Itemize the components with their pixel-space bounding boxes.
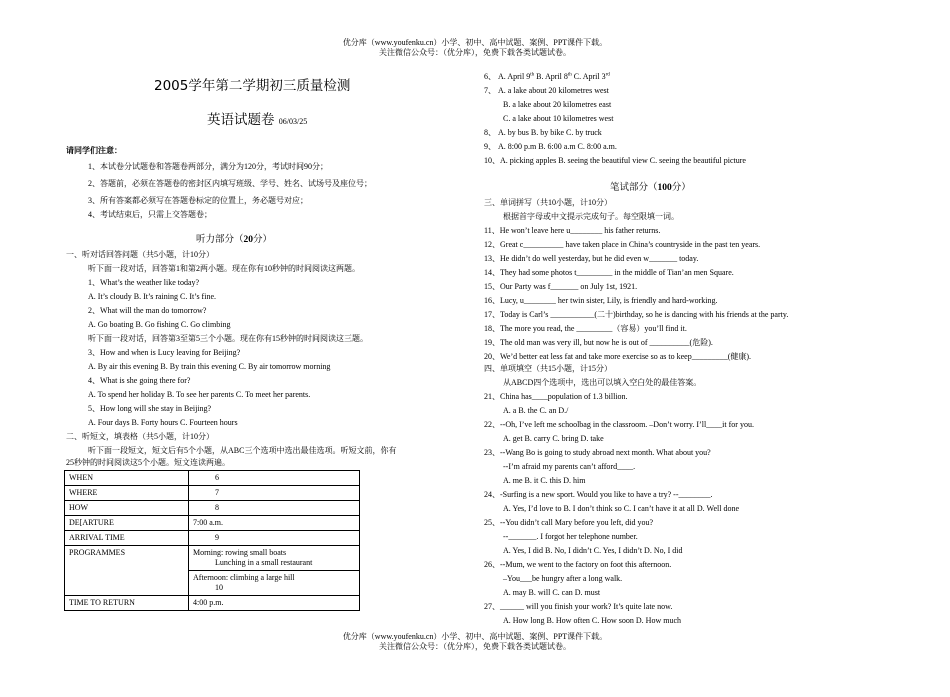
table-row bbox=[65, 516, 360, 531]
question-4: 4、What is she going there for? bbox=[88, 376, 191, 385]
spelling-item: 20、We’d better eat less fat and take more exercise so as to keep_________(健康). bbox=[484, 352, 752, 361]
table-row bbox=[65, 471, 360, 486]
programme-afternoon: Afternoon: climbing a large hill bbox=[193, 573, 295, 582]
question-2-options: A. Go boating B. Go fishing C. Go climbing bbox=[88, 320, 231, 329]
notice-item-3: 3、所有答案都必须写在答题卷标定的位置上，务必题号对应； bbox=[88, 196, 308, 205]
table-key: TIME TO RETURN bbox=[65, 596, 189, 611]
writing-heading-b: 分） bbox=[671, 183, 691, 193]
mc-option-line: A. a B. the C. an D./ bbox=[503, 406, 569, 415]
bottom-banner bbox=[0, 632, 950, 652]
listening-heading-b: 分） bbox=[253, 235, 273, 245]
part2-intro-2: 25秒钟的时间阅读这5个小题。短文连读两遍。 bbox=[66, 458, 230, 467]
notice-item-2: 2、答题前，必须在答题卷的密封区内填写班级、学号、姓名、试场号及座位号； bbox=[88, 179, 372, 188]
mc-option-line: A. Yes, I’d love to B. I don’t think so C. I can’t have it at all D. Well done bbox=[503, 504, 739, 513]
exam-subtitle-text: 英语试题卷 bbox=[207, 112, 275, 128]
table-row bbox=[65, 531, 360, 546]
spelling-item: 15、Our Party was f_______ on July 1st, 1921. bbox=[484, 282, 638, 291]
spelling-item: 17、Today is Carl’s ___________(二十)birthday, so he is dancing with his friends at the party. bbox=[484, 310, 789, 319]
mc-question: 24、-Surfing is a new sport. Would you like to have a try? --________. bbox=[484, 490, 713, 499]
part2-title: 二、听短文，填表格（共5小题，计10分） bbox=[66, 432, 214, 441]
answer-10: 10、A. picking apples B. seeing the beautiful view C. seeing the beautiful picture bbox=[484, 156, 746, 165]
answer-8: 8、 A. by bus B. by bike C. by truck bbox=[484, 128, 602, 137]
table-row bbox=[65, 501, 360, 516]
answer-7-a: 7、 A. a lake about 20 kilometres west bbox=[484, 86, 609, 95]
writing-heading bbox=[610, 182, 691, 194]
table-value: 7:00 a.m. bbox=[189, 516, 360, 531]
banner-line-1: 优分库（www.youfenku.cn）小学、初中、高中试题、案例、PPT课件下载。 bbox=[342, 632, 608, 641]
part3-title: 三、单词拼写（共10小题，计10分） bbox=[484, 198, 612, 207]
spelling-item: 13、He didn’t do well yesterday, but he did even w_______ today. bbox=[484, 254, 699, 263]
question-1: 1、What’s the weather like today? bbox=[88, 278, 200, 287]
mc-option-line: --_______. I forgot her telephone number. bbox=[503, 532, 638, 541]
mc-option-line: A. me B. it C. this D. him bbox=[503, 476, 586, 485]
part4-title: 四、单项填空（共15小题，计15分） bbox=[484, 364, 612, 373]
table-row bbox=[65, 596, 360, 611]
spelling-item: 11、He won’t leave here u________ his father returns. bbox=[484, 226, 661, 235]
banner-line-1: 优分库（www.youfenku.cn）小学、初中、高中试题、案例、PPT课件下载。 bbox=[342, 38, 608, 47]
mc-question: 22、--Oh, I’ve left me schoolbag in the classroom. –Don’t worry. I’ll____it for you. bbox=[484, 420, 754, 429]
answer-9: 9、 A. 8:00 p.m B. 6:00 a.m C. 8:00 a.m. bbox=[484, 142, 617, 151]
part1-intro-2: 听下面一段对话，回答第3至第5三个小题。现在你有15秒钟的时间阅读这三题。 bbox=[88, 334, 368, 343]
notice-item-1: 1、本试卷分试题卷和答题卷两部分，满分为120分，考试时间90分； bbox=[88, 162, 328, 171]
part1-title: 一、听对话回答问题（共5小题，计10分） bbox=[66, 250, 214, 259]
programme-morning: Morning: rowing small boats bbox=[193, 548, 287, 557]
answer-7-b: B. a lake about 20 kilometres east bbox=[503, 100, 612, 109]
mc-question: 26、--Mum, we went to the factory on foot this afternoon. bbox=[484, 560, 672, 569]
top-banner bbox=[0, 38, 950, 58]
answer-6-c: C. April 3 bbox=[571, 72, 606, 81]
mc-option-line: A. Yes, I did B. No, I didn’t C. Yes, I didn’t D. No, I did bbox=[503, 546, 683, 555]
question-3: 3、How and when is Lucy leaving for Beijing? bbox=[88, 348, 241, 357]
table-value bbox=[189, 546, 360, 571]
mc-option-line: A. may B. will C. can D. must bbox=[503, 588, 601, 597]
table-key: HOW bbox=[65, 501, 189, 516]
spelling-item: 14、They had some photos t_________ in the middle of Tian’an men Square. bbox=[484, 268, 734, 277]
mc-question: 23、--Wang Bo is going to study abroad next month. What about you? bbox=[484, 448, 711, 457]
exam-subtitle bbox=[207, 112, 307, 130]
mc-question: 25、--You didn’t call Mary before you left, did you? bbox=[484, 518, 654, 527]
programme-blank: 10 bbox=[215, 583, 223, 592]
listening-score: 20 bbox=[243, 235, 254, 245]
programme-lunch: Lunching in a small restaurant bbox=[215, 558, 313, 567]
spelling-item: 12、Great c__________ have taken place in China’s countryside in the past ten years. bbox=[484, 240, 761, 249]
mc-option-line: --I’m afraid my parents can’t afford____. bbox=[503, 462, 636, 471]
listening-heading-a: 听力部分（ bbox=[196, 235, 244, 245]
question-1-options: A. It’s cloudy B. It’s raining C. It’s fine. bbox=[88, 292, 216, 301]
mc-question: 21、China has____population of 1.3 billion. bbox=[484, 392, 628, 401]
answer-6-b-sup: th bbox=[567, 72, 572, 78]
question-5: 5、How long will she stay in Beijing? bbox=[88, 404, 212, 413]
mc-option-line: A. How long B. How often C. How soon D. How much bbox=[503, 616, 681, 625]
table-value: 6 bbox=[189, 471, 360, 486]
answer-6-a-sup: th bbox=[530, 72, 535, 78]
answer-6-a: 6、 A. April 9 bbox=[484, 72, 531, 81]
table-key: DE[ARTURE bbox=[65, 516, 189, 531]
table-value: 4:00 p.m. bbox=[189, 596, 360, 611]
table-key: WHERE bbox=[65, 486, 189, 501]
mc-option-line: A. get B. carry C. bring D. take bbox=[503, 434, 604, 443]
question-2: 2、What will the man do tomorrow? bbox=[88, 306, 207, 315]
writing-score: 100 bbox=[657, 183, 672, 193]
table-value bbox=[189, 571, 360, 596]
part2-intro-1: 听下面一段短文，短文后有5个小题，从ABC三个选项中选出最佳选项。听短文前，你有 bbox=[88, 446, 397, 455]
table-row bbox=[65, 546, 360, 571]
table-key: WHEN bbox=[65, 471, 189, 486]
banner-line-2: 关注微信公众号：（优分库），免费下载各类试题试卷。 bbox=[379, 642, 571, 651]
schedule-table bbox=[64, 470, 360, 611]
mc-option-line: –You___be hungry after a long walk. bbox=[503, 574, 623, 583]
table-value: 9 bbox=[189, 531, 360, 546]
exam-title: 2005学年第二学期初三质量检测 bbox=[154, 78, 351, 94]
part3-intro: 根据首字母或中文提示完成句子。每空限填一词。 bbox=[503, 212, 679, 221]
exam-date: 06/03/25 bbox=[278, 117, 308, 126]
table-row bbox=[65, 486, 360, 501]
table-value: 8 bbox=[189, 501, 360, 516]
mc-question: 27、______ will you finish your work? It’s quite late now. bbox=[484, 602, 673, 611]
answer-6-c-sup: rd bbox=[605, 72, 610, 78]
table-key: ARRIVAL TIME bbox=[65, 531, 189, 546]
spelling-item: 19、The old man was very ill, but now he is out of __________(危险). bbox=[484, 338, 713, 347]
question-5-options: A. Four days B. Forty hours C. Fourteen hours bbox=[88, 418, 238, 427]
question-3-options: A. By air this evening B. By train this evening C. By air tomorrow morning bbox=[88, 362, 331, 371]
table-key: PROGRAMMES bbox=[65, 546, 189, 596]
listening-heading bbox=[196, 234, 272, 246]
notice-item-4: 4、考试结束后，只需上交答题卷； bbox=[88, 210, 212, 219]
answer-6 bbox=[484, 72, 610, 82]
part1-intro-1: 听下面一段对话，回答第1和第2两小题。现在你有10秒钟的时间阅读这两题。 bbox=[88, 264, 360, 273]
writing-heading-a: 笔试部分（ bbox=[610, 183, 658, 193]
table-value: 7 bbox=[189, 486, 360, 501]
banner-line-2: 关注微信公众号：（优分库），免费下载各类试题试卷。 bbox=[379, 48, 571, 57]
part4-intro: 从ABCD四个选项中，选出可以填入空白处的最佳答案。 bbox=[503, 378, 702, 387]
notice-heading: 请同学们注意： bbox=[66, 146, 122, 155]
answer-7-c: C. a lake about 10 kilometres west bbox=[503, 114, 614, 123]
answer-6-b: B. April 8 bbox=[534, 72, 568, 81]
question-4-options: A. To spend her holiday B. To see her parents C. To meet her parents. bbox=[88, 390, 311, 399]
spelling-item: 18、The more you read, the _________（容易）you’ll find it. bbox=[484, 324, 687, 333]
spelling-item: 16、Lucy, u________ her twin sister, Lily, is friendly and hard-working. bbox=[484, 296, 718, 305]
